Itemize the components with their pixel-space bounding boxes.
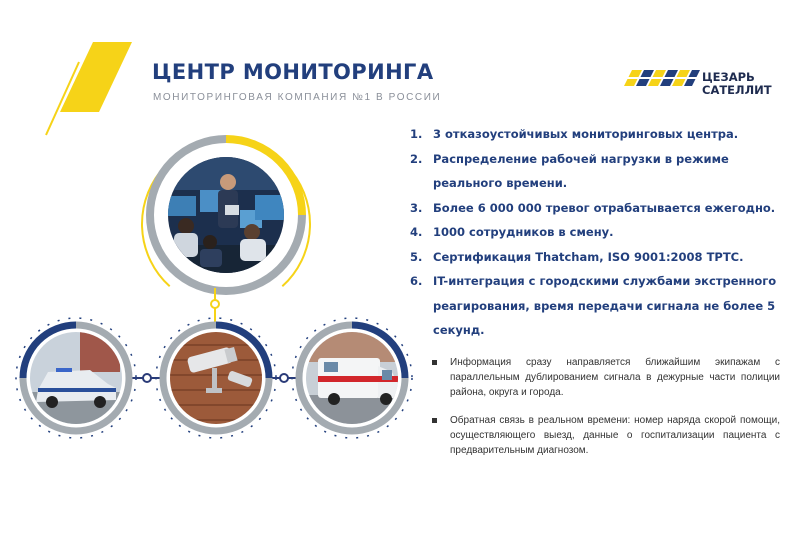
list-item	[410, 196, 778, 221]
list-item-number: 3.	[410, 200, 423, 215]
feature-list	[410, 122, 778, 343]
list-item	[410, 245, 778, 270]
list-item-number: 6.	[410, 274, 423, 288]
company-logo	[702, 71, 772, 97]
bullet-icon	[432, 418, 437, 423]
note-item	[432, 355, 780, 400]
list-item	[410, 122, 778, 147]
brand-slash-graphic	[46, 42, 132, 135]
monitoring-room-photo	[142, 139, 310, 295]
list-item-number: 2.	[410, 151, 423, 166]
note-item	[432, 413, 780, 458]
list-item-text: Распределение рабочей нагрузки в режиме реального времени.	[433, 151, 729, 190]
logo-stripes-icon	[624, 70, 700, 86]
security-camera-photo	[156, 318, 276, 438]
list-item	[410, 147, 778, 196]
bullet-icon	[432, 360, 437, 365]
list-item	[410, 220, 778, 245]
list-item-number: 4.	[410, 225, 423, 239]
page-title: ЦЕНТР МОНИТОРИНГА	[152, 60, 434, 84]
list-item-text: Более 6 000 000 тревог отрабатывается ежегодно.	[433, 200, 776, 215]
note-text: Обратная связь в реальном времени: номер наряда скорой помощи, осуществляющего выезд, данные о госпитализации пациента с предварительным диагнозом.	[450, 415, 780, 456]
list-item-text: Сертификация Thatcham, ISO 9001:2008 ТРТС.	[433, 249, 744, 264]
list-item-number: 5.	[410, 249, 423, 264]
list-item	[410, 269, 778, 343]
list-item-text: IT-интеграция с городскими службами экстренного реагирования, время передачи сигнала не более 5 секунд.	[433, 274, 777, 337]
logo-line-2: САТЕЛЛИТ	[702, 83, 772, 97]
ambulance-photo	[292, 318, 412, 438]
list-item-number: 1.	[410, 127, 423, 141]
logo-line-1: ЦЕЗАРЬ	[702, 70, 755, 84]
list-item-text: 3 отказоустойчивых мониторинговых центра.	[433, 127, 739, 141]
page-subtitle: МОНИТОРИНГОВАЯ КОМПАНИЯ №1 В РОССИИ	[153, 92, 442, 103]
notes-list	[432, 355, 780, 471]
note-text: Информация сразу направляется ближайшим экипажам с параллельным дублированием сигнала в дежурные части полиции района, округа и города.	[450, 357, 780, 398]
list-item-text: 1000 сотрудников в смену.	[433, 225, 614, 239]
police-car-photo	[16, 318, 136, 438]
